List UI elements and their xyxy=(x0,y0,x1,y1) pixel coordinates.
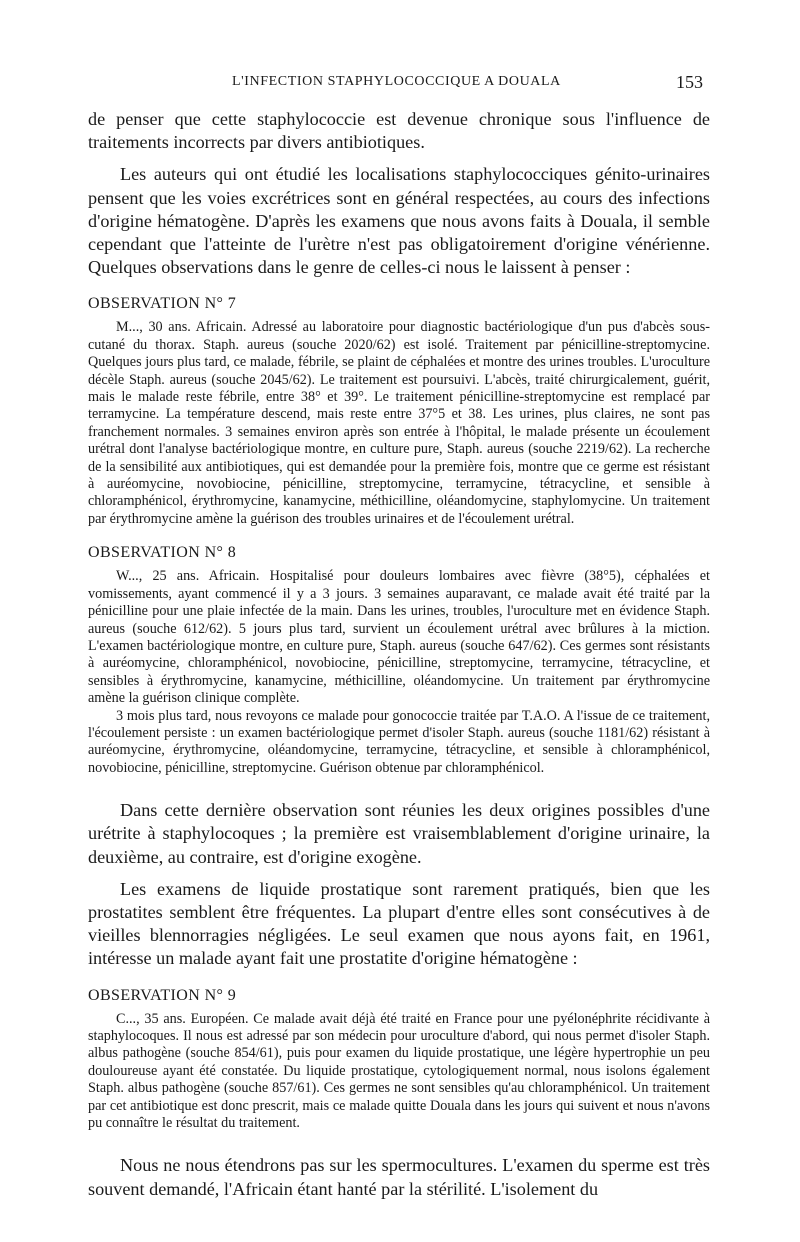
observation-8-heading: OBSERVATION N° 8 xyxy=(88,544,237,562)
paragraph-prostatic-fluid: Les examens de liquide prostatique sont rarement pratiqués, bien que les prostatites semblent être fréquentes. La plupart d'entre elles sont consécutives à de vieilles blennorragies négligées. Le seul examen que nous ayons fait, en 1961, intéresse un malade ayant fait une prostatite d'origine hématogène : xyxy=(88,878,710,969)
observation-7-text: M..., 30 ans. Africain. Adressé au laboratoire pour diagnostic bactériologique d'un pus d'abcès sous-cutané du thorax. Staph. aureus (souche 2020/62) est isolé. Traitement par pénicilline-streptomycine. Quelques jours plus tard, ce malade, fébrile, se plaint de céphalées et montre des urines troubles. L'uroculture décèle Staph. aureus (souche 2045/62). Le traitement est poursuivi. L'abcès, traité chirurgicalement, guérit, mais le malade reste fébrile, entre 38° et 39°. Le traitement pénicilline-streptomycine est remplacé par terramycine. La température descend, mais reste entre 37°5 et 38. Les urines, plus claires, ne sont pas franchement normales. 3 semaines environ après son entrée à l'hôpital, le malade présente un écoulement urétral dont l'analyse bactériologique montre, en culture pure, Staph. aureus (souche 2219/62). La recherche de la sensibilité aux antibiotiques, qui est demandée pour la première fois, montre que ce germe est résistant à auréomycine, novobiocine, pénicilline, streptomycine, terramycine, tétracycline, et sensible à chloramphénicol, érythromycine, kanamycine, méthicilline, oléandomycine, staphylomycine. Un traitement par érythromycine amène la guérison des troubles urinaires et de l'écoulement urétral. xyxy=(88,319,710,527)
running-head: L'INFECTION STAPHYLOCOCCIQUE A DOUALA xyxy=(232,74,561,89)
paragraph-urethritis-origins: Dans cette dernière observation sont réunies les deux origines possibles d'une urétrite à staphylocoques ; la première est vraisemblablement d'origine urinaire, la deuxième, au contraire, est d'origine exogène. xyxy=(88,800,710,867)
observation-8-text: W..., 25 ans. Africain. Hospitalisé pour douleurs lombaires avec fièvre (38°5), céphalées et vomissements, ayant commencé il y a 3 jours. 3 semaines auparavant, ce malade avait été traité par la pénicilline pour une plaie infectée de la main. Dans les urines, troubles, l'uroculture met en évidence Staph. aureus (souche 612/62). 5 jours plus tard, survient un écoulement urétral avec brûlures à la miction. L'examen bactériologique montre, en culture pure, Staph. aureus (souche 647/62). Ces germes sont résistants à auréomycine, chloramphénicol, novobiocine, pénicilline, streptomycine, terramycine, tétracycline, et sensibles à érythromycine, kanamycine, méthicilline, oléandomycine. Un traitement par érythromycine amène la guérison clinique complète. xyxy=(88,568,710,707)
page-number: 153 xyxy=(676,72,703,92)
observation-9-text: C..., 35 ans. Européen. Ce malade avait déjà été traité en France pour une pyélonéphrite récidivante à staphylocoques. Il nous est adressé par son médecin pour uroculture d'abord, qui nous permet d'isoler Staph. albus pathogène (souche 854/61), puis pour examen du liquide prostatique, une légère hypertrophie un peu douloureuse ayant été constatée. Du liquide prostatique, cytologiquement normal, nous isolons également Staph. albus pathogène (souche 857/61). Ces germes ne sont sensibles qu'au chloramphénicol. Un traitement par cet antibiotique est donc prescrit, mais ce malade quitte Douala dans les jours qui suivent et nous n'avons pu connaître le résultat du traitement. xyxy=(88,1010,710,1132)
paragraph-spermocultures: Nous ne nous étendrons pas sur les spermocultures. L'examen du sperme est très souvent demandé, l'Africain étant hanté par la stérilité. L'isolement du xyxy=(88,1155,710,1199)
paragraph-genito-urinary: Les auteurs qui ont étudié les localisations staphylococciques génito-urinaires pensent que les voies excrétrices sont en général respectées, au cours des infections d'origine hématogène. D'après les examens que nous avons faits à Douala, il semble cependant que l'atteinte de l'urètre n'est pas obligatoirement d'origine vénérienne. Quelques observations dans le genre de celles-ci nous le laissent à penser : xyxy=(88,164,710,278)
paragraph-continuation: de penser que cette staphylococcie est devenue chronique sous l'influence de traitements incorrects par divers antibiotiques. xyxy=(88,109,710,153)
observation-8-followup: 3 mois plus tard, nous revoyons ce malade pour gonococcie traitée par T.A.O. A l'issue de ce traitement, l'écoulement persiste : un examen bactériologique permet d'isoler Staph. aureus (souche 1181/62) résistant à auréomycine, érythromycine, oléandomycine, terramycine, tétracycline, et sensible à chloramphénicol, novobiocine, pénicilline, streptomycine. Guérison obtenue par chloramphénicol. xyxy=(88,707,710,776)
observation-7-heading: OBSERVATION N° 7 xyxy=(88,295,237,313)
page-body xyxy=(88,108,710,1201)
observation-9-heading: OBSERVATION N° 9 xyxy=(88,986,237,1004)
